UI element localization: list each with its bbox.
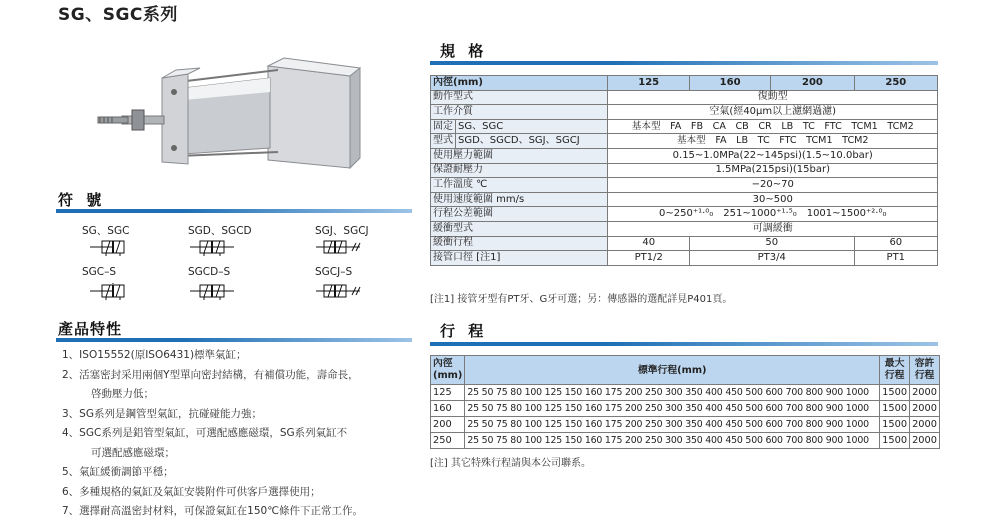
spec-label: SG、SGC [456,119,608,134]
symbol-label: SGC–S [82,266,117,278]
feature-item-continued: 啓動壓力低； [91,388,154,400]
spec-label: 使用壓力範圍 [431,148,608,163]
table-row [431,356,940,385]
spec-label: 動作型式 [431,90,608,105]
stroke-footnote: [注] 其它特殊行程請與本公司聯系。 [430,458,591,469]
features-heading: 產品特性 [58,320,123,338]
spec-table [430,75,938,266]
spec-value: 復動型 [608,90,938,105]
cylinder-symbol-icon [88,283,136,301]
cylinder-symbol-icon [188,283,236,301]
symbols-heading: 符 號 [58,191,106,209]
stroke-heading: 行 程 [440,322,488,340]
spec-value: −20~70 [608,178,938,193]
table-row [431,90,938,105]
table-row [431,251,938,266]
stroke-table [430,355,940,449]
spec-label: 固定 [431,119,456,134]
stroke-header-cell: 標準行程(mm) [465,356,880,385]
symbol-label: SGJ、SGCJ [315,225,369,237]
feature-item: 6、多種規格的氣缸及氣缸安裝附件可供客戶選擇使用； [62,485,321,498]
table-row [431,207,938,222]
table-row [431,236,938,251]
stroke-bore: 125 [431,385,465,401]
stroke-max: 1500 [880,401,910,417]
spec-label: SGD、SGCD、SGJ、SGCJ [456,134,608,149]
feature-item-continued: 可選配感應磁環； [91,446,175,459]
stroke-bore: 250 [431,433,465,449]
specs-heading-bar [430,61,938,65]
cylinder-symbol-icon [88,239,136,257]
table-row [431,385,940,401]
spec-value: 50 [689,236,854,251]
table-row [431,148,938,163]
spec-header-cell: 160 [689,76,770,91]
cylinder-product-image [88,48,368,198]
page-title: SG、SGC系列 [58,5,178,25]
stroke-max: 1500 [880,385,910,401]
cylinder-symbol-icon [314,239,362,257]
spec-label: 行程公差範圍 [431,207,608,222]
feature-item: 4、SGC系列是鋁管型氣缸，可選配感應磁環，SG系列氣缸不 [62,427,348,439]
stroke-allow: 2000 [910,433,940,449]
feature-item: 1、ISO15552(原ISO6431)標準氣缸； [62,349,247,361]
spec-header-cell: 125 [608,76,689,91]
spec-value: 基本型 FA FB CA CB CR LB TC FTC TCM1 TCM2 [608,119,938,134]
stroke-max: 1500 [880,433,910,449]
spec-label: 緩衝行程 [431,236,608,251]
spec-value: PT1 [854,251,937,266]
stroke-std-list: 25 50 75 80 100 125 150 160 175 200 250 300 350 400 450 500 600 700 800 900 1000 [465,417,880,433]
table-row [431,119,938,134]
spec-header-cell: 200 [771,76,854,91]
stroke-std-list: 25 50 75 80 100 125 150 160 175 200 250 300 350 400 450 500 600 700 800 900 1000 [465,433,880,449]
symbol-label: SG、SGC [82,225,130,237]
feature-item: 2、活塞密封采用兩個Y型單向密封結構，有補償功能，壽命長， [62,368,359,381]
feature-item: 5、氣缸緩衝調節平穩； [62,466,174,478]
spec-value: 60 [854,236,937,251]
stroke-std-list: 25 50 75 80 100 125 150 160 175 200 250 300 350 400 450 500 600 700 800 900 1000 [465,385,880,401]
stroke-header-cell: 容許 行程 [910,356,940,385]
stroke-heading-bar [430,342,938,346]
stroke-allow: 2000 [910,385,940,401]
spec-label: 工作溫度 ℃ [431,178,608,193]
spec-label: 接管口徑 [注1] [431,251,608,266]
features-heading-bar [56,338,412,342]
stroke-header-cell: 最大 行程 [880,356,910,385]
spec-value: 可調緩衝 [608,221,938,236]
spec-value: PT3/4 [689,251,854,266]
spec-label: 保證耐壓力 [431,163,608,178]
table-row [431,433,940,449]
stroke-allow: 2000 [910,417,940,433]
spec-value: 0.15~1.0MPa(22~145psi)(1.5~10.0bar) [608,148,938,163]
cylinder-symbol-icon [188,239,236,257]
spec-header-cell: 250 [854,76,937,91]
stroke-bore: 160 [431,401,465,417]
stroke-max: 1500 [880,417,910,433]
table-row [431,401,940,417]
feature-item: 3、SG系列是鋼管型氣缸，抗碰碰能力強； [62,407,262,420]
table-row [431,163,938,178]
spec-header-cell: 內徑(mm) [431,76,608,91]
spec-label: 工作介質 [431,105,608,120]
symbol-label: SGCJ–S [315,266,353,278]
table-row [431,417,940,433]
spec-value: 空氣(經40μm以上濾網過濾) [608,105,938,120]
spec-value: 1.5MPa(215psi)(15bar) [608,163,938,178]
spec-label: 使用速度範圍 mm/s [431,192,608,207]
spec-label: 緩衝型式 [431,221,608,236]
spec-value: PT1/2 [608,251,689,266]
table-row [431,178,938,193]
stroke-std-list: 25 50 75 80 100 125 150 160 175 200 250 300 350 400 450 500 600 700 800 900 1000 [465,401,880,417]
stroke-header-cell: 內徑 (mm) [431,356,465,385]
symbols-heading-bar [56,209,412,213]
specs-heading: 規 格 [440,42,488,60]
table-row [431,221,938,236]
table-row [431,134,938,149]
spec-value: 基本型 FA LB TC FTC TCM1 TCM2 [608,134,938,149]
spec-footnote: [注1] 接管牙型有PT牙、G牙可選；另：傳感器的選配詳見P401頁。 [430,294,733,305]
spec-value: 30~500 [608,192,938,207]
stroke-allow: 2000 [910,401,940,417]
feature-item: 7、選擇耐高溫密封材料，可保證氣缸在150℃條件下正常工作。 [62,505,364,517]
stroke-bore: 200 [431,417,465,433]
symbol-label: SGCD–S [188,266,231,278]
table-row [431,105,938,120]
spec-value: 40 [608,236,689,251]
table-row [431,76,938,91]
symbol-label: SGD、SGCD [188,225,252,237]
features-list [62,346,412,522]
cylinder-symbol-icon [314,283,362,301]
table-row [431,192,938,207]
spec-value: 0~250⁺¹·⁰₀ 251~1000⁺¹·⁵₀ 1001~1500⁺²·⁰₀ [608,207,938,222]
spec-label: 型式 [431,134,456,149]
